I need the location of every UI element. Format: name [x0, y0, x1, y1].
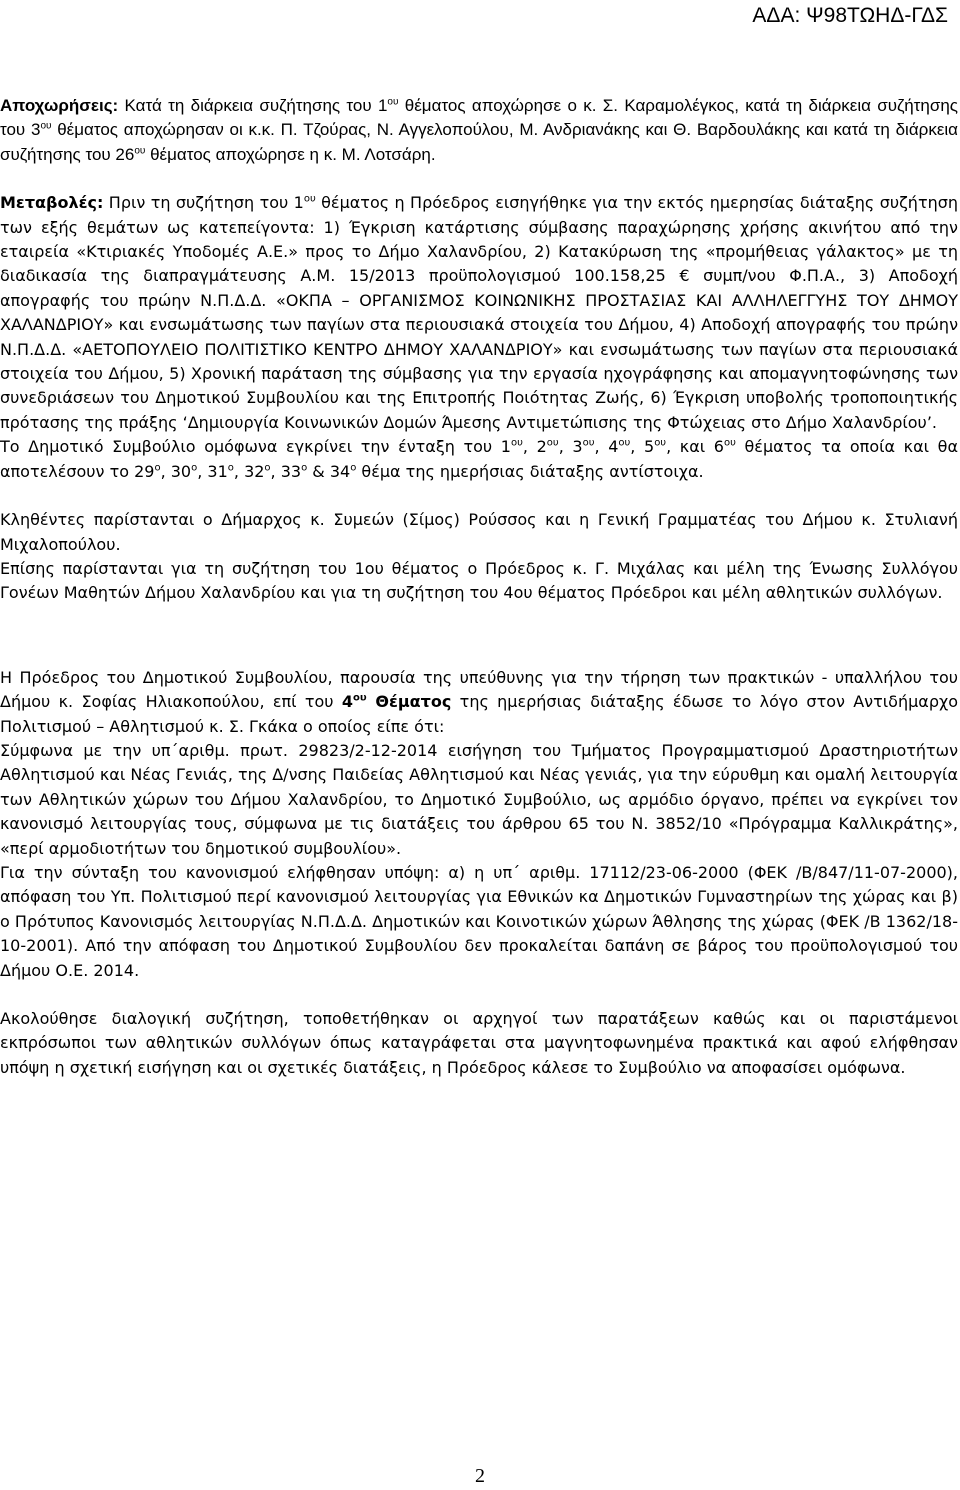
- changes-label: Μεταβολές:: [0, 193, 104, 213]
- topic-number: 4: [341, 692, 353, 712]
- approval-paragraph: Το Δημοτικό Συμβούλιο ομόφωνα εγκρίνει την ένταξη του $1^{o\upsilon}$, $2^{o\upsilon}$, $3^{o\upsilon}$, $4^{o\upsilon}$, $5^{o\upsilon}$, και $6^{o\upsilon}$ θέματος τα οποία και θα αποτελέσουν το $29^o$, $30^o$, $31^o$, $32^o$, $33^o$ & $34^o$ θέμα της ημερήσιας διάταξης αντίστοιχα.: [0, 437, 959, 481]
- absences-label: Αποχωρήσεις:: [0, 96, 119, 115]
- recommendation-paragraph: Σύμφωνα με την υπ΄αριθμ. πρωτ. 29823/2-12-2014 εισήγηση του Τμήματος Προγραμματισμού Δραστηριοτήτων Αθλητισμού και Νέας Γενιάς, της Δ/νσης Παιδείας Αθλητισμού και Νέας γενιάς, για την εύρυθμη και ομαλή λειτουργία των Αθλητικών χώρων του Δήμου Χαλανδρίου, το Δημοτικό Συμβούλιο, ως αρμόδιο όργανο, πρέπει να εγκρίνει τον κανονισμό λειτουργίας τους, σύμφωνα με τις διατάξεις του άρθρου 65 του Ν. 3852/10 «Πρόγραμμα Καλλικράτης», «περί αρμοδιοτήτων του δημοτικού συμβουλίου».: [0, 740, 958, 858]
- ada-code: ΑΔΑ: Ψ98ΤΩΗΔ-ΓΔΣ: [752, 4, 948, 27]
- present-paragraph-1: Κληθέντες παρίστανται ο Δήμαρχος κ. Συμεών (Σίμος) Ρούσσος και η Γενική Γραμματέας του Δήμου κ. Στυλιανή Μιχαλοπούλου.: [0, 510, 958, 554]
- discussion-paragraph: Ακολούθησε διαλογική συζήτηση, τοποθετήθηκαν οι αρχηγοί των παρατάξεων καθώς και οι παριστάμενοι εκπρόσωποι των αθλητικών συλλόγων όπως καταγράφεται στα μαγνητοφωνημένα πρακτικά και αφού ελήφθησαν υπόψη η σχετική εισήγηση και οι σχετικές διατάξεις, η Πρόεδρος κάλεσε το Συμβούλιο να αποφασίσει ομόφωνα.: [0, 1009, 958, 1077]
- absences-paragraph: Αποχωρήσεις: Κατά τη διάρκεια συζήτησης του $1^{o\upsilon}$ θέματος αποχώρησε ο κ. Σ. Καραμολέγκος, κατά τη διάρκεια συζήτησης του $3^{o\upsilon}$ θέματος αποχώρησαν οι κ.κ. Π. Τζούρας, Ν. Αγγελοπούλου, Μ. Ανδριανάκης και Θ. Βαρδουλάκης και κατά τη διάρκεια συζήτησης του $26^{o\upsilon}$ θέματος αποχώρησε η κ. Μ. Λοτσάρη.: [0, 96, 959, 164]
- regulation-paragraph: Για την σύνταξη του κανονισμού ελήφθησαν υπόψη: α) η υπ΄ αριθμ. 17112/23-06-2000 (ΦΕΚ /Β/847/11-07-2000), απόφαση του Υπ. Πολιτισμού περί κανονισμού λειτουργίας για Εθνικών κα Δημοτικών Γυμναστηρίων της χώρας και β) ο Πρότυπος Κανονισμός λειτουργίας Ν.Π.Δ.Δ. Δημοτικών και Κοινοτικών χώρων Άθλησης της χώρας (ΦΕΚ /Β 1362/18-10-2001). Από την απόφαση του Δημοτικού Συμβουλίου δεν προκαλείται δαπάνη σε βάρος του προϋπολογισμού του Δήμου Ο.Ε. 2014.: [0, 862, 958, 980]
- page-number: 2: [475, 1465, 485, 1487]
- document-body: [0, 94, 958, 1080]
- present-paragraph-2: Επίσης παρίστανται για τη συζήτηση του 1ου θέματος ο Πρόεδρος κ. Γ. Μιχάλας και μέλη της Ένωσης Συλλόγου Γονέων Μαθητών Δήμου Χαλανδρίου και για τη συζήτηση του 4ου θέματος Πρόεδροι και μέλη αθλητικών συλλόγων.: [0, 558, 958, 603]
- changes-paragraph: Μεταβολές: Πριν τη συζήτηση του $1^{o\upsilon}$ θέματος η Πρόεδρος εισηγήθηκε για την εκτός ημερησίας διάταξης συζήτηση των εξής θεμάτων ως κατεπείγοντα: 1) Έγκριση κατάρτισης σύμβασης παραχώρησης χρήσης ακινήτου από την εταιρεία «Κτιριακές Υποδομές Α.Ε.» προς το Δήμο Χαλανδρίου, 2) Κατακύρωση της «προμήθειας γάλακτος» με τη διαδικασία της διαπραγμάτευσης Α.Μ. 15/2013 προϋπολογισμού 100.158,25 € συμπ/νου Φ.Π.Α., 3) Αποδοχή απογραφής του πρώην Ν.Π.Δ.Δ. «ΟΚΠΑ – ΟΡΓΑΝΙΣΜΟΣ ΚΟΙΝΩΝΙΚΗΣ ΠΡΟΣΤΑΣΙΑΣ ΚΑΙ ΑΛΛΗΛΕΓΓΥΗΣ ΤΟΥ ΔΗΜΟΥ ΧΑΛΑΝΔΡΙΟΥ» και ενσωμάτωσης των παγίων στα περιουσιακά στοιχεία του Δήμου, 4) Αποδοχή απογραφής του πρώην Ν.Π.Δ.Δ. «ΑΕΤΟΠΟΥΛΕΙΟ ΠΟΛΙΤΙΣΤΙΚΟ ΚΕΝΤΡΟ ΔΗΜΟΥ ΧΑΛΑΝΔΡΙΟΥ» και ενσωμάτωσης των παγίων στα περιουσιακά στοιχεία του Δήμου, 5) Χρονική παράταση της σύμβασης για την εργασία ηχογράφησης και απομαγνητοφώνησης των συνεδριάσεων του Δημοτικού Συμβουλίου και της Επιτροπής Ποιότητας Ζωής, 6) Έγκριση υποβολής τροποποιητικής πρότασης της πράξης ‘Δημιουργία Κοινωνικών Δομών Άμεσης Αντιμετώπισης της Φτώχειας στο Δήμο Χαλανδρίου’.: [0, 193, 958, 432]
- topic-word: Θέματος: [366, 692, 452, 712]
- topic-intro-paragraph: Η Πρόεδρος του Δημοτικού Συμβουλίου, παρουσία της υπεύθυνης για την τήρηση των πρακτικών - υπαλλήλου του Δήμου κ. Σοφίας Ηλιακοπούλου, επί του $4^{o\upsilon}$ Θέματος της ημερήσιας διάταξης έδωσε το λόγο στον Αντιδήμαρχο Πολιτισμού – Αθλητισμού κ. Σ. Γκάκα ο οποίος είπε ότι:: [0, 667, 959, 736]
